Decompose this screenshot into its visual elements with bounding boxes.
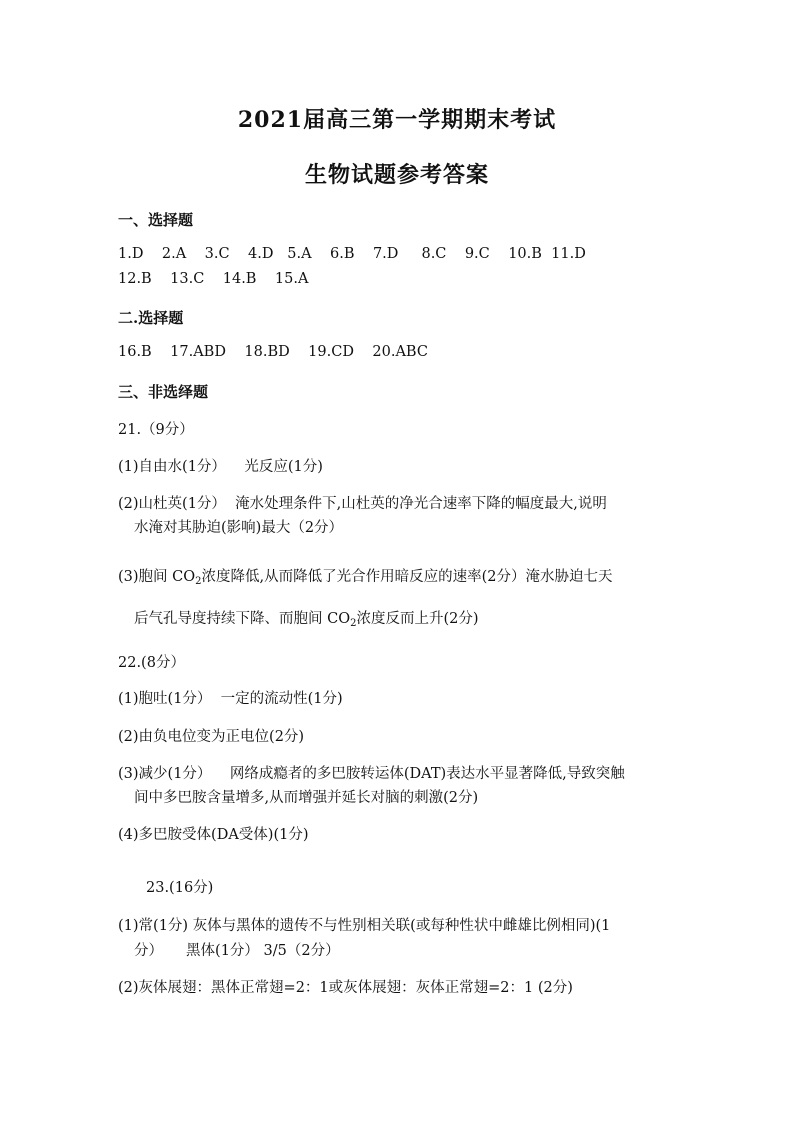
mc-answers-row-1: 1.D 2.A 3.C 4.D 5.A 6.B 7.D 8.C 9.C 10.B 11.D bbox=[118, 246, 586, 262]
q22-part-3-line-1: (3)减少(1分） 网络成瘾者的多巴胺转运体(DAT)表达水平显著降低,导致突触 bbox=[118, 766, 625, 782]
subscript-2: 2 bbox=[195, 576, 202, 587]
q21-part-2-line-1: (2)山杜英(1分） 淹水处理条件下,山杜英的净光合速率下降的幅度最大,说明 bbox=[118, 496, 607, 512]
q21-p3a-text: (3)胞间 CO bbox=[118, 569, 196, 585]
subscript-2: 2 bbox=[350, 618, 357, 629]
q21-p3b-text-post: 浓度反而上升(2分) bbox=[356, 611, 479, 627]
section-heading-multi-choice: 二.选择题 bbox=[118, 309, 184, 327]
q21-part-3-line-1 bbox=[118, 565, 613, 586]
q22-heading: 22.(8分） bbox=[118, 655, 185, 671]
q21-heading: 21.（9分） bbox=[118, 422, 194, 438]
q22-part-2: (2)由负电位变为正电位(2分) bbox=[118, 729, 305, 745]
exam-title: 2021届高三第一学期期末考试 bbox=[237, 107, 557, 133]
q22-part-1: (1)胞吐(1分） 一定的流动性(1分) bbox=[118, 691, 343, 707]
q23-part-1-line-2: 分） 黑体(1分） 3/5（2分） bbox=[134, 943, 340, 959]
q22-part-3-line-2: 间中多巴胺含量增多,从而增强并延长对脑的刺激(2分) bbox=[134, 790, 479, 806]
q21-p3b-text: 后气孔导度持续下降、而胞间 CO bbox=[134, 611, 351, 627]
q23-heading: 23.(16分) bbox=[146, 880, 214, 896]
mc-answers-row-2: 12.B 13.C 14.B 15.A bbox=[118, 271, 309, 287]
q21-p3a-text-post: 浓度降低,从而降低了光合作用暗反应的速率(2分）淹水胁迫七天 bbox=[201, 569, 613, 585]
q23-part-2: (2)灰体展翅：黑体正常翅=2：1或灰体展翅：灰体正常翅=2：1 (2分) bbox=[118, 980, 573, 996]
q21-part-3-line-2 bbox=[134, 607, 479, 628]
multi-choice-answers: 16.B 17.ABD 18.BD 19.CD 20.ABC bbox=[118, 344, 428, 360]
q21-part-2-line-2: 水淹对其胁迫(影响)最大（2分） bbox=[134, 520, 344, 536]
exam-subtitle: 生物试题参考答案 bbox=[304, 162, 489, 188]
section-heading-non-choice: 三、非选绎题 bbox=[118, 383, 209, 401]
q22-part-4: (4)多巴胺受体(DA受体)(1分) bbox=[118, 827, 309, 843]
section-heading-choice: 一、选择题 bbox=[118, 211, 194, 229]
q23-part-1-line-1: (1)常(1分) 灰体与黑体的遗传不与性别相关联(或每种性状中雌雄比例相同)(1 bbox=[118, 918, 611, 934]
q21-part-1: (1)自由水(1分） 光反应(1分) bbox=[118, 459, 323, 475]
